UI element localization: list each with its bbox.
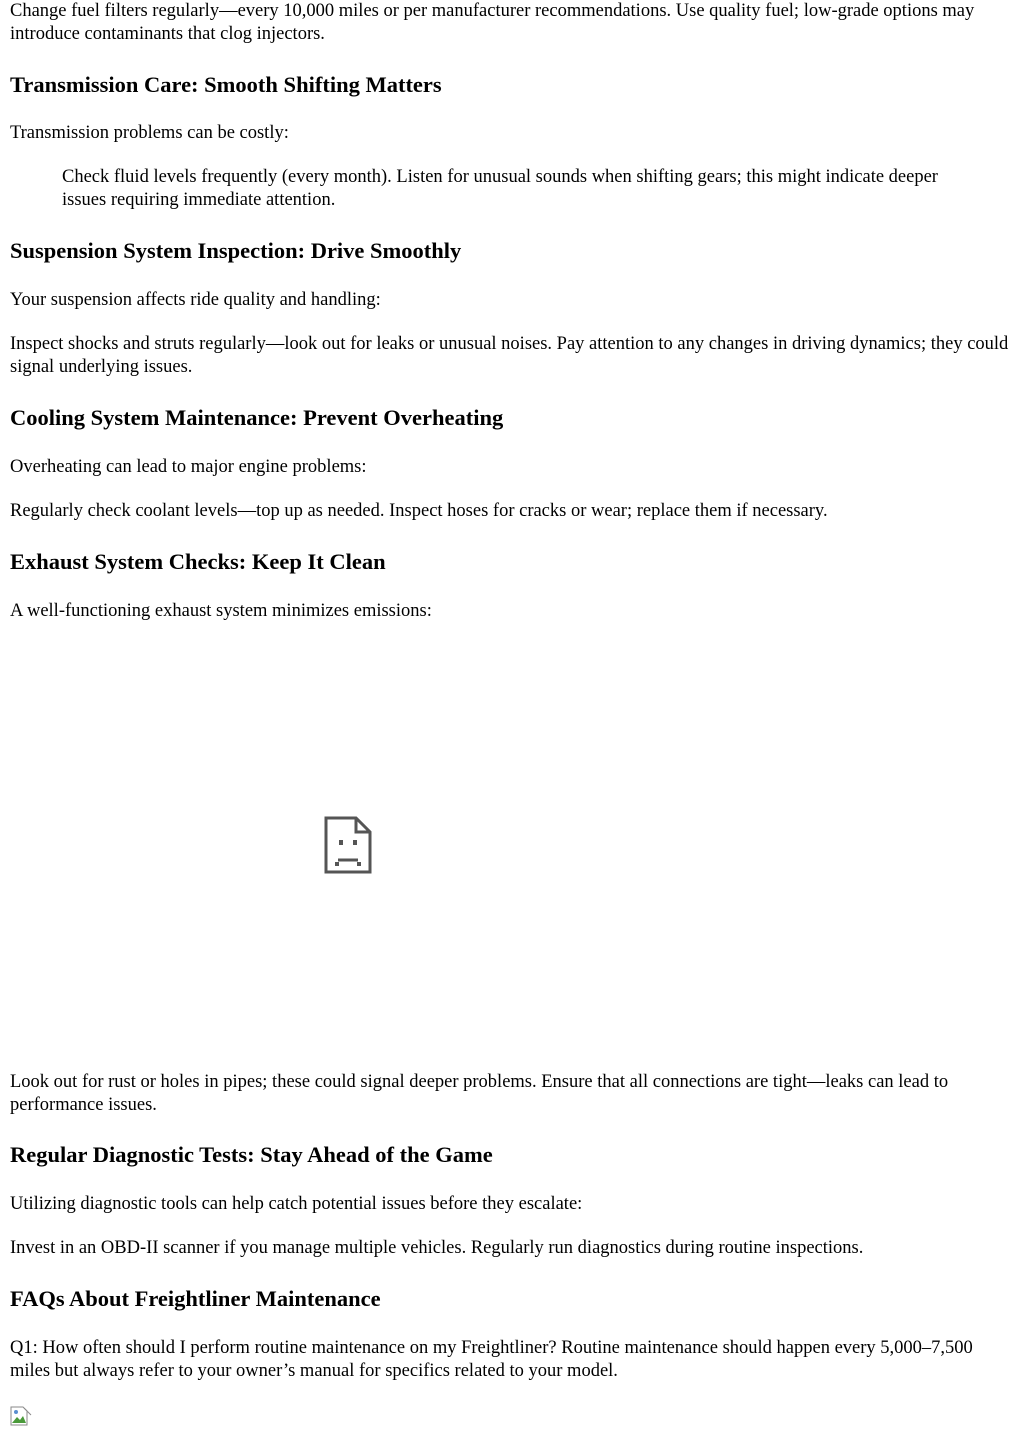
image-placeholder-icon (10, 1406, 32, 1426)
heading-transmission: Transmission Care: Smooth Shifting Matters (10, 72, 442, 97)
fuel-paragraph: Change fuel filters regularly—every 10,000 miles or per manufacturer recommendations. Use quality fuel; low-grade options may introduce contaminants that clog injectors. (10, 1, 975, 44)
broken-image (10, 640, 686, 1050)
body-exhaust: Look out for rust or holes in pipes; these could signal deeper problems. Ensure that all connections are tight—leaks can lead to performance issues. (10, 1072, 949, 1115)
heading-exhaust: Exhaust System Checks: Keep It Clean (10, 549, 386, 574)
lead-suspension: Your suspension affects ride quality and handling: (10, 290, 381, 310)
faq-q1: Q1: How often should I perform routine maintenance on my Freightliner? Routine maintenance should happen every 5,000–7,500 miles but always refer to your owner’s manual for specifics related to your model. (10, 1338, 973, 1381)
image-placeholder (10, 1406, 32, 1426)
lead-diagnostics: Utilizing diagnostic tools can help catch potential issues before they escalate: (10, 1194, 583, 1214)
broken-image-icon (324, 816, 372, 874)
heading-cooling: Cooling System Maintenance: Prevent Overheating (10, 405, 504, 430)
lead-exhaust: A well-functioning exhaust system minimizes emissions: (10, 601, 432, 621)
body-cooling: Regularly check coolant levels—top up as needed. Inspect hoses for cracks or wear; replace them if necessary. (10, 501, 828, 521)
body-transmission: Check fluid levels frequently (every month). Listen for unusual sounds when shifting gears; this might indicate deeper issues requiring immediate attention. (62, 167, 938, 210)
body-diagnostics: Invest in an OBD-II scanner if you manage multiple vehicles. Regularly run diagnostics during routine inspections. (10, 1238, 864, 1258)
heading-diagnostics: Regular Diagnostic Tests: Stay Ahead of the Game (10, 1142, 493, 1167)
lead-transmission: Transmission problems can be costly: (10, 123, 289, 143)
heading-suspension: Suspension System Inspection: Drive Smoothly (10, 238, 462, 263)
heading-faqs: FAQs About Freightliner Maintenance (10, 1286, 381, 1311)
body-suspension: Inspect shocks and struts regularly—look out for leaks or unusual noises. Pay attention to any changes in driving dynamics; they could signal underlying issues. (10, 334, 1009, 377)
lead-cooling: Overheating can lead to major engine problems: (10, 457, 367, 477)
